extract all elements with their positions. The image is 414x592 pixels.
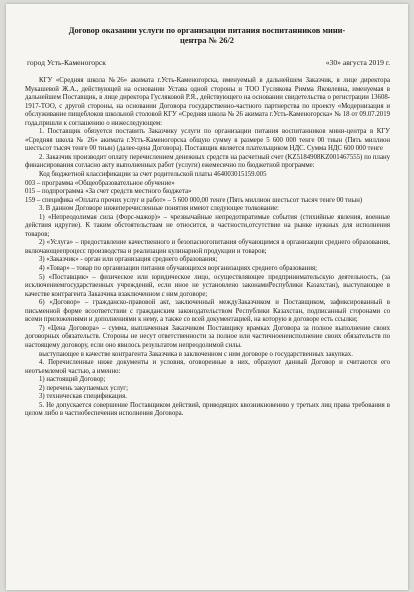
- budget-code-line: Код бюджетной классификации за счет родительской платы 464003015159.005: [39, 171, 267, 179]
- definition-customer: 3) «Заказчик» - орган или организация среднего образования;: [39, 256, 218, 264]
- clause-1: 1. Поставщик обязуется поставить Заказчику услуги по организации питания воспитанников мини-центра в КГУ «Средняя школа № 26» акимата г.Усть-Каменогорска общую сумму в размере 5 600 000 тенге 00 тиын (Пять миллион шестьсот тысяч тенге 00 тиын) (далее-цена Договора). Поставщик является плательщиком НДС. Сумма НДС 600 000 тенге: [25, 128, 390, 153]
- document-page: [6, 4, 408, 590]
- definition-supplier: 5) «Поставщик» – физическое или юридическое лицо, осуществляющее предпринимательскую деятельность, (за исключениемгосударственных учреждений, если иное не установлено законамиРеспублики Казахстан), выступающее в качестве контрагента Заказчика взаключенном с ним договоре;: [25, 273, 390, 298]
- budget-specifics-line: 159 – специфика «Оплата прочих услуг и работ» – 5 600 000,00 тенге (Пять миллион шестьсот тысяч тенге 00 тиын): [25, 196, 363, 204]
- budget-program-line: 003 – программа «Общеобразовательное обучение»: [25, 179, 175, 187]
- document-list-item-3: 3) техническая спецификация.: [39, 393, 127, 401]
- document-list-item-2: 2) перечень закупаемых услуг;: [39, 384, 128, 392]
- clause-4: 4. Перечисленные ниже документы и условия, оговоренные в них, образуют данный Договор и считаются его неотъемлемой частью, а именно:: [25, 359, 390, 375]
- document-body: [6, 67, 408, 419]
- definition-contract: 6) «Договор» – гражданско-правовой акт, заключенный междуЗаказчиком и Поставщиком, зафиксированный в письменной форме всоответствии с гражданским законодательством Республики Казахстан, подписанный сторонами со всеми приложениями и дополнениями к нему, а также со всей документацией, на которую в договоре есть ссылки;: [25, 299, 390, 324]
- definition-contract-price: 7) «Цена Договора» – сумма, выплаченная Заказчиком Поставщику врамках Договора за полное выполнение своих договорных обязательств. Стороны не несут ответственности за полное или частичноенеисполнение своих обязательств по настоящему договору, если оно явилось результатом непреодолимой силы.: [25, 324, 390, 349]
- clause-2: 2. Заказчик производит оплату перечислением денежных средств на расчетный счет (KZ5184908KZ001467555) по плану финансирования согласно акту выполненных работ (услуги) ежемесячно по бюджетной программе:: [25, 153, 390, 170]
- preamble-paragraph: КГУ «Средняя школа №26» акимата г.Усть-Каменогорска, именуемый в дальнейшем Заказчик, в лице директора Мукашевой Ж.А., действующей на основании Устава одной стороны и ТОО Гусляковa Риммa Яковлевна, именуемая в дальнейшем Поставщик, в лице директора Гусляковой Р.Я., действующего на основании свидетельства о регистрации 13608-1917-ТОО, с другой стороны, на основании Договора государственно-частного партнерства по проекту «Модернизация и обслуживание пищеблоков школьной столовой КГУ «Средняя школа № 26 акимата г.Усть-Каменогорска» № 18 от 09.07.2019 года,пришли к соглашению о нижеследующем:: [25, 77, 390, 127]
- clause-3: 3. В данном Договоре нижеперечисленные понятия имеют следующее толкование:: [39, 205, 279, 213]
- city-label: город Усть-Каменогорск: [27, 58, 106, 67]
- document-title: Договор оказании услуги по организации питания воспитанников мини-центра № 26/2: [68, 26, 346, 45]
- definition-service: 2) «Услуга» – предоставление качественного и безопасногопитания обучающимся в организации среднего образования, включающеепроцесс производства и реализации кулинарной продукции и товаров;: [25, 239, 390, 255]
- definition-goods: 4) «Товар» – товар по организации питания обучающихся ворганизациях среднего образования;: [39, 265, 317, 273]
- place-date-row: [27, 58, 390, 67]
- supplier-counterparty-note: выступающее в качестве контрагента Заказчика в заключенном с ним договоре о государственных закупках.: [39, 350, 353, 358]
- document-list-item-1: 1) настоящий Договор;: [39, 376, 106, 384]
- definition-force-majeure: 1) «Непреодолимая сила (Форс-мажор)» – чрезвычайные непредотвратимые события (стихийные явления, военные действия идругие). К таким обстоятельствам не относится, в частности,отсутствие на рынке нужных для исполнения товаров;: [25, 213, 390, 238]
- budget-subprogram-line: 015 – подпрограмма «За счет средств местного бюджета»: [25, 188, 192, 196]
- clause-5: 5. Не допускается совершение Поставщиком действий, приводящих квозникновению у третьих лиц права требования в целом либо в частнобеспечения исполнения Договора.: [25, 401, 390, 418]
- date-label: «30» августа 2019 г.: [325, 58, 390, 67]
